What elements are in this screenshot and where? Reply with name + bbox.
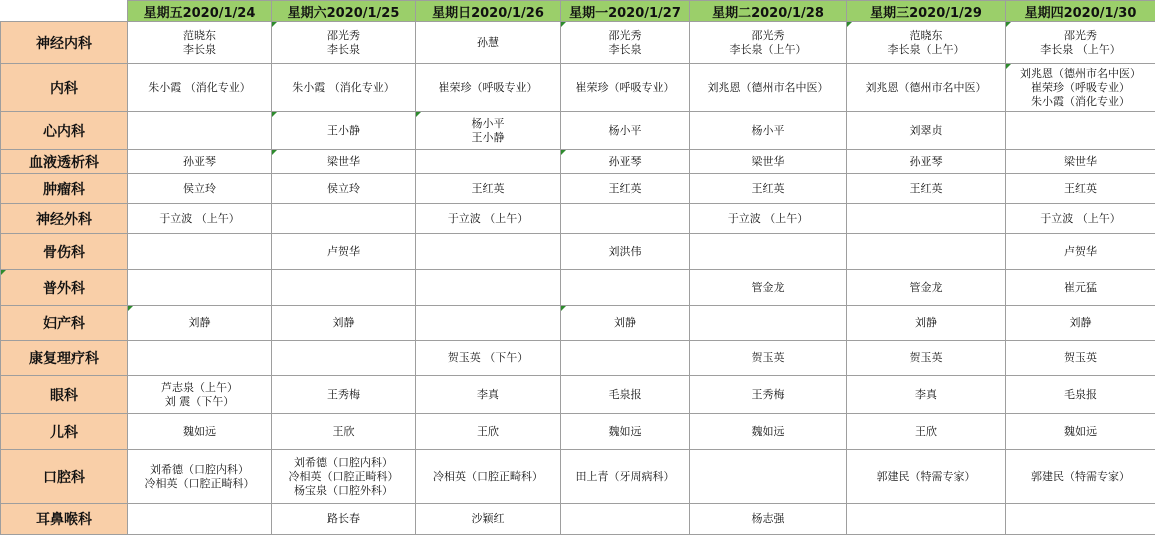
department-cell[interactable]: 妇产科 — [1, 306, 128, 341]
schedule-cell[interactable]: 朱小霞 （消化专业） — [272, 64, 416, 112]
day-header[interactable]: 星期一2020/1/27 — [561, 1, 690, 22]
table-row — [1, 376, 1155, 414]
table-row — [1, 150, 1155, 174]
schedule-cell[interactable]: 贺玉英 — [847, 341, 1006, 376]
department-cell[interactable]: 骨伤科 — [1, 234, 128, 270]
schedule-cell[interactable]: 孙慧 — [416, 22, 561, 64]
department-cell[interactable]: 眼科 — [1, 376, 128, 414]
schedule-cell[interactable]: 沙颖红 — [416, 504, 561, 535]
schedule-cell[interactable]: 田上青（牙周病科） — [561, 450, 690, 504]
schedule-cell[interactable]: 崔荣珍（呼吸专业） — [561, 64, 690, 112]
schedule-cell[interactable] — [1006, 504, 1155, 535]
schedule-cell[interactable]: 刘静 — [272, 306, 416, 341]
schedule-cell[interactable]: 孙亚琴 — [561, 150, 690, 174]
department-cell[interactable]: 心内科 — [1, 112, 128, 150]
schedule-cell[interactable]: 毛泉报 — [561, 376, 690, 414]
day-header[interactable]: 星期三2020/1/29 — [847, 1, 1006, 22]
schedule-cell[interactable]: 郭建民（特需专家） — [847, 450, 1006, 504]
schedule-cell[interactable] — [272, 341, 416, 376]
schedule-cell[interactable]: 于立波 （上午） — [416, 204, 561, 234]
table-row — [1, 341, 1155, 376]
schedule-cell[interactable] — [847, 504, 1006, 535]
day-header[interactable]: 星期四2020/1/30 — [1006, 1, 1155, 22]
table-row — [1, 234, 1155, 270]
table-row — [1, 112, 1155, 150]
schedule-cell[interactable]: 杨小平 王小静 — [416, 112, 561, 150]
schedule-cell[interactable]: 刘兆恩（德州市名中医） — [847, 64, 1006, 112]
schedule-cell[interactable] — [561, 504, 690, 535]
schedule-cell[interactable]: 崔荣珍（呼吸专业） — [416, 64, 561, 112]
table-row — [1, 270, 1155, 306]
schedule-cell[interactable]: 刘希德（口腔内科） 冷相英（口腔正畸科） 杨宝泉（口腔外科） — [272, 450, 416, 504]
schedule-cell[interactable] — [128, 234, 272, 270]
schedule-cell[interactable]: 刘静 — [561, 306, 690, 341]
schedule-cell[interactable]: 王红英 — [690, 174, 847, 204]
table-row — [1, 306, 1155, 341]
schedule-cell[interactable] — [416, 270, 561, 306]
schedule-cell[interactable]: 魏如远 — [1006, 414, 1155, 450]
table-row — [1, 174, 1155, 204]
schedule-cell[interactable]: 梁世华 — [690, 150, 847, 174]
schedule-cell[interactable]: 杨小平 — [561, 112, 690, 150]
schedule-cell[interactable] — [416, 150, 561, 174]
table-row — [1, 414, 1155, 450]
table-row — [1, 504, 1155, 535]
schedule-cell[interactable]: 王欣 — [272, 414, 416, 450]
department-cell[interactable]: 内科 — [1, 64, 128, 112]
schedule-cell[interactable] — [416, 234, 561, 270]
department-cell[interactable]: 康复理疗科 — [1, 341, 128, 376]
schedule-cell[interactable]: 梁世华 — [272, 150, 416, 174]
schedule-cell[interactable]: 王欣 — [847, 414, 1006, 450]
department-cell[interactable]: 神经内科 — [1, 22, 128, 64]
schedule-cell[interactable] — [128, 112, 272, 150]
schedule-cell[interactable]: 邵光秀 李长泉 （上午） — [1006, 22, 1155, 64]
schedule-cell[interactable]: 于立波 （上午） — [1006, 204, 1155, 234]
schedule-cell[interactable]: 魏如远 — [690, 414, 847, 450]
department-cell[interactable]: 口腔科 — [1, 450, 128, 504]
schedule-cell[interactable] — [690, 234, 847, 270]
schedule-cell[interactable]: 侯立玲 — [128, 174, 272, 204]
day-header[interactable]: 星期日2020/1/26 — [416, 1, 561, 22]
schedule-cell[interactable]: 侯立玲 — [272, 174, 416, 204]
schedule-cell[interactable]: 刘兆恩（德州市名中医） 崔荣珍（呼吸专业） 朱小霞（消化专业） — [1006, 64, 1155, 112]
schedule-cell[interactable]: 邵光秀 李长泉 — [272, 22, 416, 64]
schedule-cell[interactable]: 刘静 — [1006, 306, 1155, 341]
schedule-cell[interactable]: 管金龙 — [847, 270, 1006, 306]
schedule-cell[interactable]: 芦志泉（上午） 刘 震（下午） — [128, 376, 272, 414]
schedule-cell[interactable]: 刘兆恩（德州市名中医） — [690, 64, 847, 112]
department-cell[interactable]: 耳鼻喉科 — [1, 504, 128, 535]
department-cell[interactable]: 普外科 — [1, 270, 128, 306]
schedule-cell[interactable]: 刘希德（口腔内科） 冷相英（口腔正畸科） — [128, 450, 272, 504]
table-row — [1, 22, 1155, 64]
schedule-cell[interactable]: 杨小平 — [690, 112, 847, 150]
header-row — [1, 1, 1155, 22]
schedule-cell[interactable]: 刘洪伟 — [561, 234, 690, 270]
table-row — [1, 64, 1155, 112]
schedule-cell[interactable]: 冷相英（口腔正畸科） — [416, 450, 561, 504]
schedule-cell[interactable] — [272, 270, 416, 306]
schedule-cell[interactable]: 贺玉英 — [690, 341, 847, 376]
schedule-cell[interactable]: 管金龙 — [690, 270, 847, 306]
department-cell[interactable]: 肿瘤科 — [1, 174, 128, 204]
schedule-cell[interactable]: 王秀梅 — [690, 376, 847, 414]
schedule-cell[interactable]: 毛泉报 — [1006, 376, 1155, 414]
day-header[interactable]: 星期六2020/1/25 — [272, 1, 416, 22]
schedule-cell[interactable] — [1006, 112, 1155, 150]
schedule-cell[interactable] — [272, 204, 416, 234]
table-row — [1, 450, 1155, 504]
department-cell[interactable]: 儿科 — [1, 414, 128, 450]
schedule-cell[interactable]: 李真 — [416, 376, 561, 414]
schedule-cell[interactable]: 王小静 — [272, 112, 416, 150]
schedule-cell[interactable] — [847, 234, 1006, 270]
table-row — [1, 204, 1155, 234]
schedule-cell[interactable] — [690, 306, 847, 341]
day-header[interactable]: 星期五2020/1/24 — [128, 1, 272, 22]
schedule-cell[interactable]: 王欣 — [416, 414, 561, 450]
schedule-cell[interactable]: 李真 — [847, 376, 1006, 414]
schedule-cell[interactable]: 杨志强 — [690, 504, 847, 535]
schedule-cell[interactable] — [561, 270, 690, 306]
schedule-cell[interactable]: 刘静 — [128, 306, 272, 341]
schedule-cell[interactable]: 范晓东 李长泉 — [128, 22, 272, 64]
schedule-cell[interactable]: 崔元猛 — [1006, 270, 1155, 306]
schedule-cell[interactable]: 刘静 — [847, 306, 1006, 341]
schedule-cell[interactable]: 贺玉英 — [1006, 341, 1155, 376]
schedule-cell[interactable]: 卢贺华 — [272, 234, 416, 270]
schedule-cell[interactable]: 卢贺华 — [1006, 234, 1155, 270]
schedule-cell[interactable]: 郭建民（特需专家） — [1006, 450, 1155, 504]
schedule-cell[interactable]: 路长春 — [272, 504, 416, 535]
schedule-body — [1, 22, 1155, 535]
schedule-cell[interactable]: 于立波 （上午） — [690, 204, 847, 234]
schedule-cell[interactable]: 王红英 — [1006, 174, 1155, 204]
schedule-cell[interactable]: 范晓东 李长泉（上午） — [847, 22, 1006, 64]
schedule-cell[interactable]: 梁世华 — [1006, 150, 1155, 174]
schedule-cell[interactable] — [128, 504, 272, 535]
schedule-cell[interactable]: 邵光秀 李长泉（上午） — [690, 22, 847, 64]
schedule-cell[interactable]: 王秀梅 — [272, 376, 416, 414]
day-header[interactable]: 星期二2020/1/28 — [690, 1, 847, 22]
schedule-cell[interactable] — [690, 450, 847, 504]
schedule-cell[interactable] — [128, 341, 272, 376]
schedule-cell[interactable] — [128, 270, 272, 306]
schedule-cell[interactable]: 魏如远 — [128, 414, 272, 450]
schedule-cell[interactable] — [561, 204, 690, 234]
schedule-cell[interactable]: 王红英 — [561, 174, 690, 204]
schedule-cell[interactable]: 邵光秀 李长泉 — [561, 22, 690, 64]
schedule-cell[interactable]: 贺玉英 （下午） — [416, 341, 561, 376]
schedule-cell[interactable] — [561, 341, 690, 376]
corner-cell — [1, 1, 128, 22]
schedule-cell[interactable]: 刘翠贞 — [847, 112, 1006, 150]
schedule-cell[interactable]: 王红英 — [416, 174, 561, 204]
schedule-cell[interactable]: 魏如远 — [561, 414, 690, 450]
schedule-cell[interactable] — [847, 204, 1006, 234]
schedule-cell[interactable]: 朱小霞 （消化专业） — [128, 64, 272, 112]
schedule-cell[interactable]: 孙亚琴 — [847, 150, 1006, 174]
department-cell[interactable]: 神经外科 — [1, 204, 128, 234]
department-cell[interactable]: 血液透析科 — [1, 150, 128, 174]
schedule-cell[interactable]: 孙亚琴 — [128, 150, 272, 174]
schedule-cell[interactable]: 于立波 （上午） — [128, 204, 272, 234]
schedule-cell[interactable] — [416, 306, 561, 341]
schedule-cell[interactable]: 王红英 — [847, 174, 1006, 204]
